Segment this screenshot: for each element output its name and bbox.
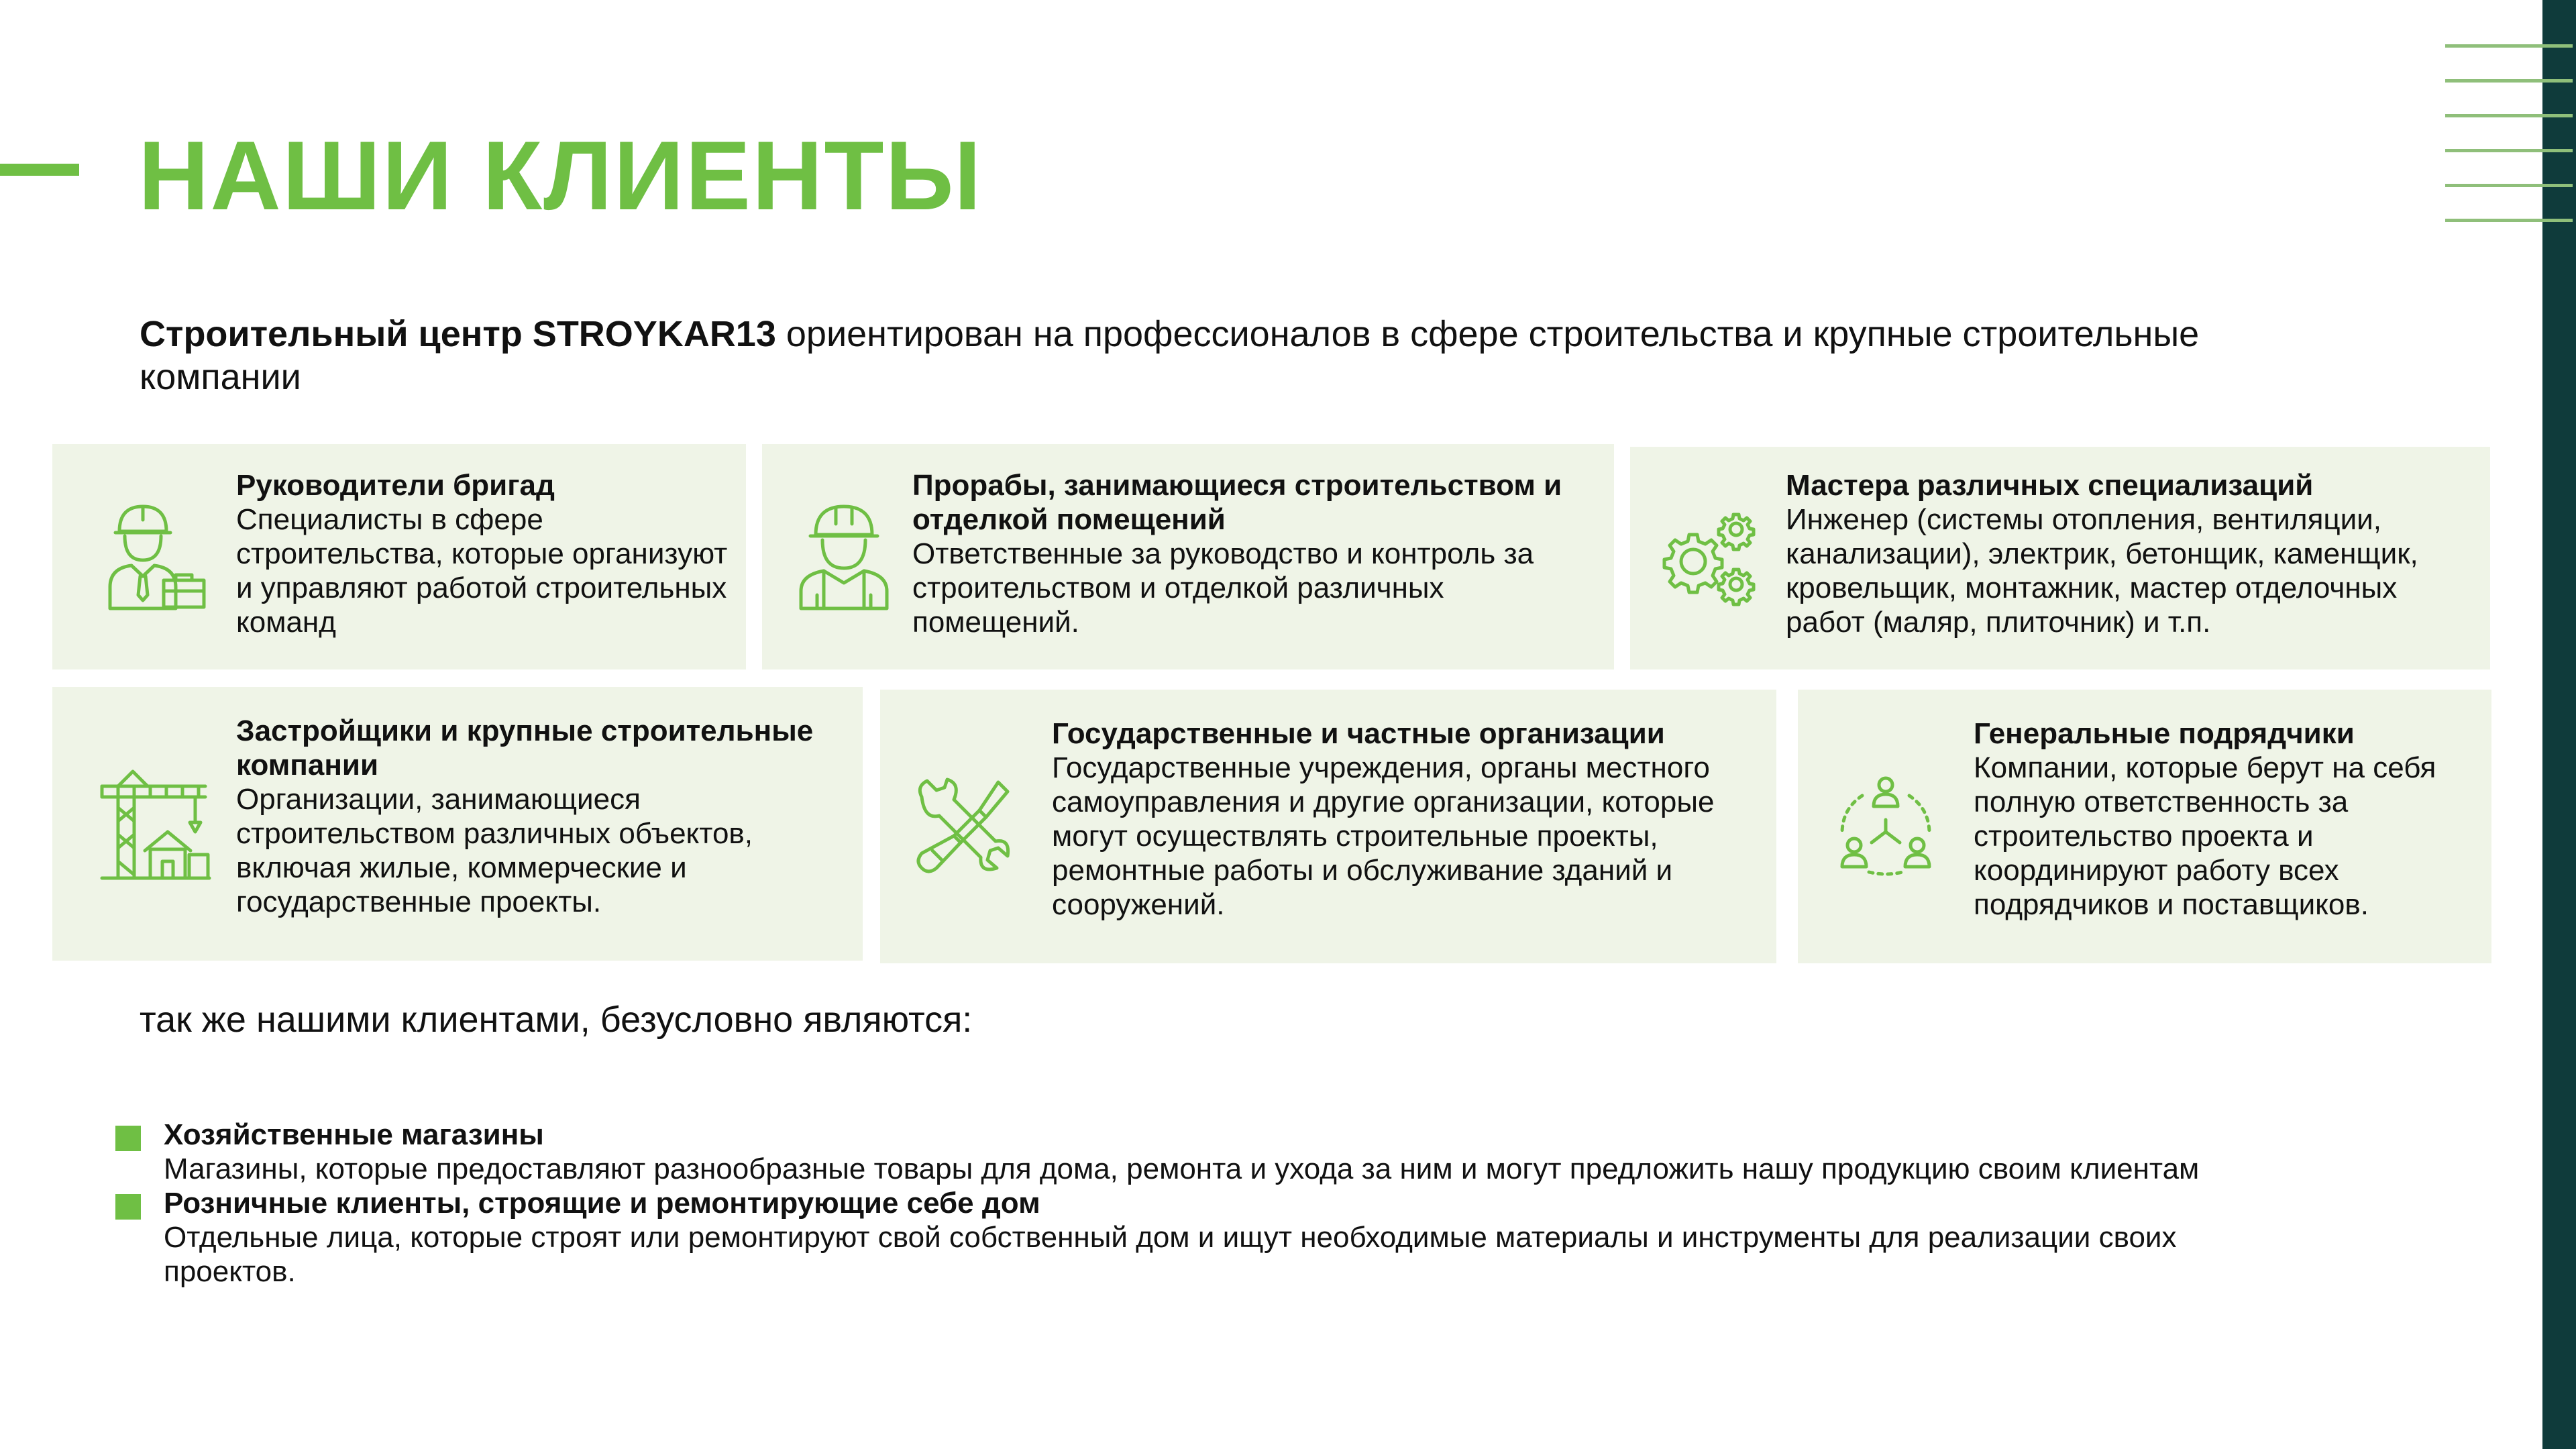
intro-text: ориентирован на профессионалов в сфере строительства и крупные строительные компании <box>140 314 2200 397</box>
decorative-lines <box>2445 44 2573 225</box>
decorative-line <box>2445 79 2573 83</box>
card-description: Ответственные за руководство и контроль за строительством и отделкой различных помещений. <box>912 537 1534 639</box>
intro-paragraph <box>140 313 2253 398</box>
card-text <box>1052 716 1770 922</box>
card-title: Мастера различных специализаций <box>1786 469 2314 502</box>
builder-helmet-icon <box>797 501 891 612</box>
card-text <box>912 468 1603 639</box>
card-text <box>236 714 853 919</box>
page-title: НАШИ КЛИЕНТЫ <box>138 121 983 230</box>
card-description: Государственные учреждения, органы местного самоуправления и другие организации, которые могут осуществлять строительные проекты, ремонтные работы и обслуживание зданий и сооружений. <box>1052 751 1715 921</box>
card-text <box>1786 468 2483 639</box>
card-text <box>236 468 733 639</box>
card-title: Государственные и частные организации <box>1052 717 1665 750</box>
construction-crane-icon <box>98 767 212 881</box>
client-card-developers <box>52 687 863 961</box>
additional-clients-heading: так же нашими клиентами, безусловно являются: <box>140 1000 973 1040</box>
gears-icon <box>1660 511 1760 608</box>
worker-briefcase-icon <box>106 501 207 612</box>
client-card-general-contractors <box>1798 690 2491 963</box>
card-text <box>1974 716 2483 922</box>
list-item-title: Хозяйственные магазины <box>164 1118 544 1151</box>
team-network-icon <box>1835 775 1936 876</box>
intro-company-name: Строительный центр STROYKAR13 <box>140 314 776 354</box>
list-item-description: Магазины, которые предоставляют разнообразные товары для дома, ремонта и ухода за ним и могут предложить нашу продукцию своим клиентам <box>164 1152 2200 1185</box>
square-bullet-icon <box>115 1126 141 1151</box>
client-card-organizations <box>880 690 1776 963</box>
list-item-description: Отдельные лица, которые строят или ремонтируют свой собственный дом и ищут необходимые материалы и инструменты для реализации своих проектов. <box>164 1221 2177 1288</box>
square-bullet-icon <box>115 1194 141 1220</box>
client-card-foremen <box>762 444 1614 669</box>
additional-clients-list <box>114 1118 2261 1289</box>
decorative-line <box>2445 219 2573 222</box>
wrench-screwdriver-icon <box>912 777 1012 876</box>
card-description: Специалисты в сфере строительства, которые организуют и управляют работой строительных команд <box>236 503 728 639</box>
card-title: Руководители бригад <box>236 469 555 502</box>
decorative-line <box>2445 44 2573 48</box>
card-description: Компании, которые берут на себя полную ответственность за строительство проекта и координируют работу всех подрядчиков и поставщиков. <box>1974 751 2436 921</box>
card-title: Генеральные подрядчики <box>1974 717 2355 750</box>
card-title: Прорабы, занимающиеся строительством и отделкой помещений <box>912 469 1562 536</box>
title-accent-dash <box>0 164 79 176</box>
decorative-line <box>2445 149 2573 152</box>
client-card-brigade-leaders <box>52 444 746 669</box>
list-item <box>114 1118 2261 1186</box>
card-title: Застройщики и крупные строительные компании <box>236 714 814 782</box>
list-item-title: Розничные клиенты, строящие и ремонтирующие себе дом <box>164 1187 1040 1220</box>
list-item <box>114 1186 2261 1289</box>
card-description: Инженер (системы отопления, вентиляции, канализации), электрик, бетонщик, каменщик, кровельщик, монтажник, мастер отделочных работ (маляр, плиточник) и т.п. <box>1786 503 2418 639</box>
card-description: Организации, занимающиеся строительством различных объектов, включая жилые, коммерческие и государственные проекты. <box>236 783 753 918</box>
decorative-line <box>2445 114 2573 117</box>
decorative-line <box>2445 184 2573 187</box>
client-card-masters <box>1630 447 2490 669</box>
